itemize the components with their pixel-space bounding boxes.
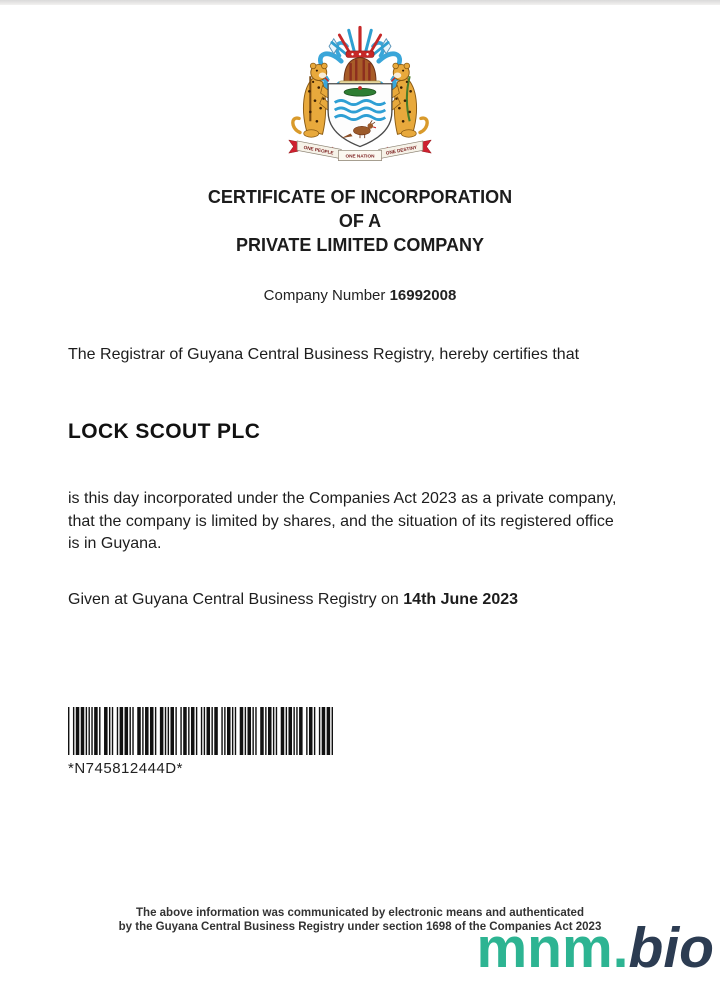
footer-line-1: The above information was communicated by electronic means and authenticated <box>136 907 584 919</box>
company-number-line <box>0 287 720 304</box>
certify-paragraph: The Registrar of Guyana Central Business Registry, hereby certifies that <box>68 346 580 363</box>
mnm-bio-watermark <box>476 916 714 980</box>
guyana-coat-of-arms <box>285 20 435 175</box>
watermark-prefix: mnm. <box>476 916 629 980</box>
given-at-line <box>68 591 518 609</box>
motto-one-nation: ONE NATION <box>345 153 375 159</box>
motto-one-people: ONE PEOPLE <box>303 144 334 156</box>
helmet-icon <box>339 58 380 86</box>
barcode <box>68 707 333 755</box>
title-line-2: OF A <box>338 211 382 231</box>
given-date: 14th June 2023 <box>403 591 519 608</box>
top-edge-strip <box>0 0 720 5</box>
certificate-title <box>0 185 720 257</box>
given-at-text: Given at Guyana Central Business Registry on <box>68 591 404 608</box>
title-line-1: CERTIFICATE OF INCORPORATION <box>207 187 513 207</box>
motto-one-destiny: ONE DESTINY <box>385 144 418 156</box>
watermark-suffix: bio <box>628 916 714 980</box>
shield-icon <box>328 84 392 147</box>
coat-of-arms-icon <box>285 20 435 170</box>
company-name: LOCK SCOUT PLC <box>68 420 261 443</box>
company-number-value: 16992008 <box>389 287 457 304</box>
company-number-label: Company Number <box>263 287 386 304</box>
barcode-bars-icon <box>68 707 333 755</box>
barcode-value: *N745812444D* <box>68 760 183 777</box>
incorporation-paragraph: is this day incorporated under the Companies Act 2023 as a private company, that the company is limited by shares, and the situation of its registered office is in Guyana. <box>68 490 617 552</box>
title-line-3: PRIVATE LIMITED COMPANY <box>235 235 484 255</box>
footer-line-2: by the Guyana Central Business Registry under section 1698 of the Companies Act 2023 <box>118 921 602 933</box>
